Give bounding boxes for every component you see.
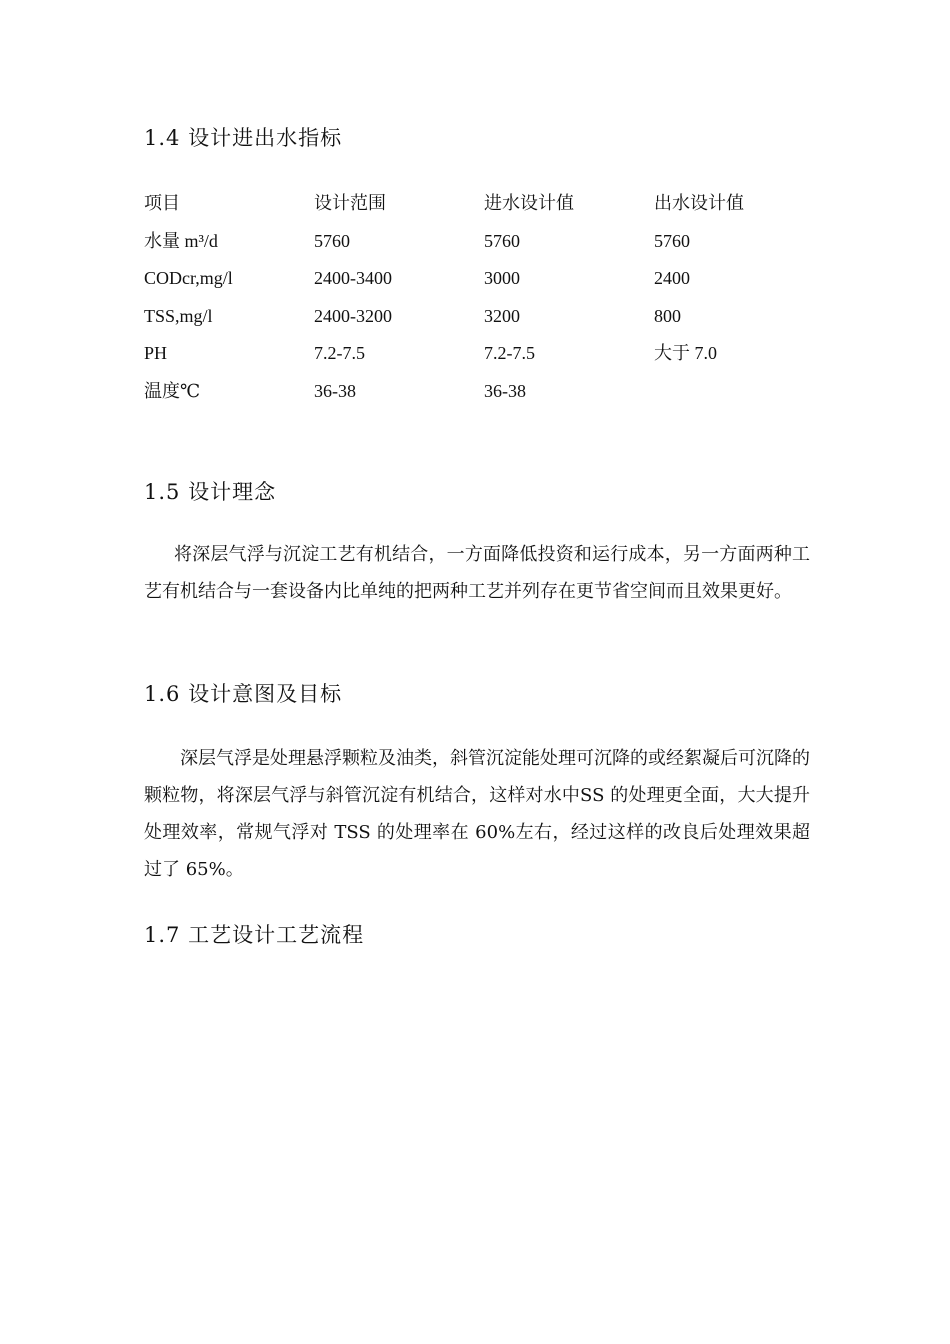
table-row: [144, 378, 844, 416]
section-heading-1-4: 1.4 设计进出水指标: [144, 126, 343, 150]
table-cell: 7.2-7.5: [484, 343, 535, 363]
water-quality-table: [144, 190, 844, 415]
section-heading-1-7: 1.7 工艺设计工艺流程: [144, 923, 365, 947]
table-cell: 36-38: [484, 380, 526, 401]
table-cell: 2400-3200: [314, 305, 392, 326]
table-cell: 5760: [314, 230, 350, 251]
table-cell: 2400: [654, 268, 690, 288]
table-header-cell: 项目: [144, 193, 180, 213]
table-cell: 3200: [484, 305, 520, 326]
table-header-cell: 进水设计值: [484, 193, 574, 213]
table-cell: 水量 m³/d: [144, 230, 218, 251]
table-header-cell: 出水设计值: [654, 193, 744, 213]
table-cell: 5760: [654, 230, 690, 251]
table-cell: 7.2-7.5: [314, 343, 365, 363]
table-cell: CODcr,mg/l: [144, 268, 233, 288]
table-cell: 36-38: [314, 380, 356, 401]
table-row: [144, 303, 844, 341]
table-header-cell: 设计范围: [314, 193, 386, 213]
table-row: [144, 228, 844, 266]
table-cell: 800: [654, 305, 681, 326]
table-row: [144, 265, 844, 303]
table-cell: 温度℃: [144, 380, 201, 401]
table-cell: PH: [144, 343, 168, 363]
paragraph-design-concept: 将深层气浮与沉淀工艺有机结合，一方面降低投资和运行成本，另一方面两种工艺有机结合与一套设备内比单纯的把两种工艺并列存在更节省空间而且效果更好。: [144, 544, 810, 602]
table-header-row: [144, 190, 844, 228]
table-cell: 3000: [484, 268, 520, 288]
table-cell: 2400-3400: [314, 268, 392, 288]
table-cell: TSS,mg/l: [144, 305, 213, 326]
paragraph-design-intent: 深层气浮是处理悬浮颗粒及油类，斜管沉淀能处理可沉降的或经絮凝后可沉降的颗粒物，将深层气浮与斜管沉淀有机结合，这样对水中SS 的处理更全面，大大提升处理效率，常规气浮对 TSS 的处理率在 60%左右，经过这样的改良后处理效果超过了 65%。: [144, 748, 810, 880]
section-heading-1-5: 1.5 设计理念: [144, 480, 277, 504]
table-row: [144, 340, 844, 378]
table-cell: 5760: [484, 230, 520, 251]
table-cell: 大于 7.0: [654, 343, 717, 363]
section-heading-1-6: 1.6 设计意图及目标: [144, 682, 343, 706]
